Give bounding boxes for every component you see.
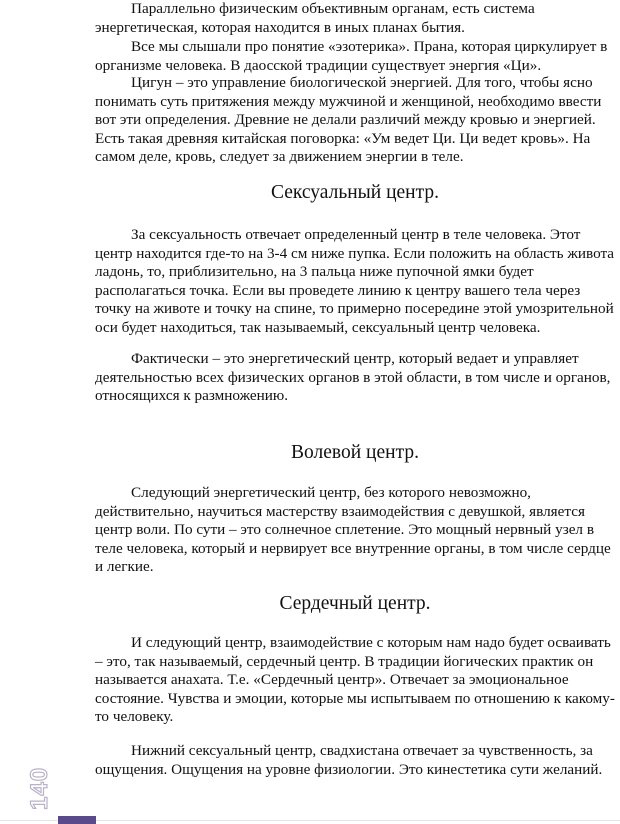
paragraph-sexual-center: За сексуальность отвечает определенный центр в теле человека. Этот центр находится где-то на 3-4 см ниже пупка. Если положить на область живота ладонь, то, приблизительно, на 3 пальца ниже пупочной ямки будет располагаться точка. Если вы проведете линию к центру вашего тела через точку на животе и точку на спине, то примерно посередине этой умозрительной оси будет находиться, так называемый, сексуальный центр человека. <box>95 226 615 336</box>
heading-sexual-center: Сексуальный центр. <box>271 182 439 203</box>
page-number: 140 <box>26 766 53 810</box>
paragraph-qigong: Цигун – это управление биологической энергией. Для того, чтобы ясно понимать суть притяжения между мужчиной и женщиной, необходимо ввести вот эти определения. Древние не делали различий между кровью и энергией. Есть такая древняя китайская поговорка: «Ум ведет Ци. Ци ведет кровь». На самом деле, кровь, следует за движением энергии в теле. <box>95 74 602 166</box>
paragraph-physical-organs: Параллельно физическим объективным органам, есть система энергетическая, которая находится в иных планах бытия. <box>95 0 535 36</box>
paragraph-lower-center: Нижний сексуальный центр, свадхистана отвечает за чувственность, за ощущения. Ощущения на уровне физиологии. Это кинестетика сути желаний. <box>95 742 603 778</box>
footer-accent-bar <box>58 816 96 824</box>
paragraph-heart-center: И следующий центр, взаимодействие с которым нам надо будет осваивать – это, так называемый, сердечный центр. В традиции йогических практик он называется анахата. Т.е. «Сердечный центр». Отвечает за эмоциональное состояние. Чувства и эмоции, которые мы испытываем по отношению к какому-то человеку. <box>95 634 615 726</box>
paragraph-energy-center: Фактически – это энергетический центр, который ведает и управляет деятельностью всех физических органов в этой области, в том числе и органов, относящихся к размножению. <box>95 350 611 405</box>
heading-will-center: Волевой центр. <box>291 442 419 463</box>
heading-heart-center: Сердечный центр. <box>279 593 431 614</box>
paragraph-esoterics: Все мы слышали про понятие «эзотерика». Прана, которая циркулирует в организме человека. В даосской традиции существует энергия «Ци». <box>95 38 608 74</box>
paragraph-will-center: Следующий энергетический центр, без которого невозможно, действительно, научиться мастерству взаимодействия с девушкой, является центр воли. По сути – это солнечное сплетение. Это мощный нервный узел в теле человека, который и нервирует все внутренние органы, в том числе сердце и легкие. <box>95 484 611 576</box>
